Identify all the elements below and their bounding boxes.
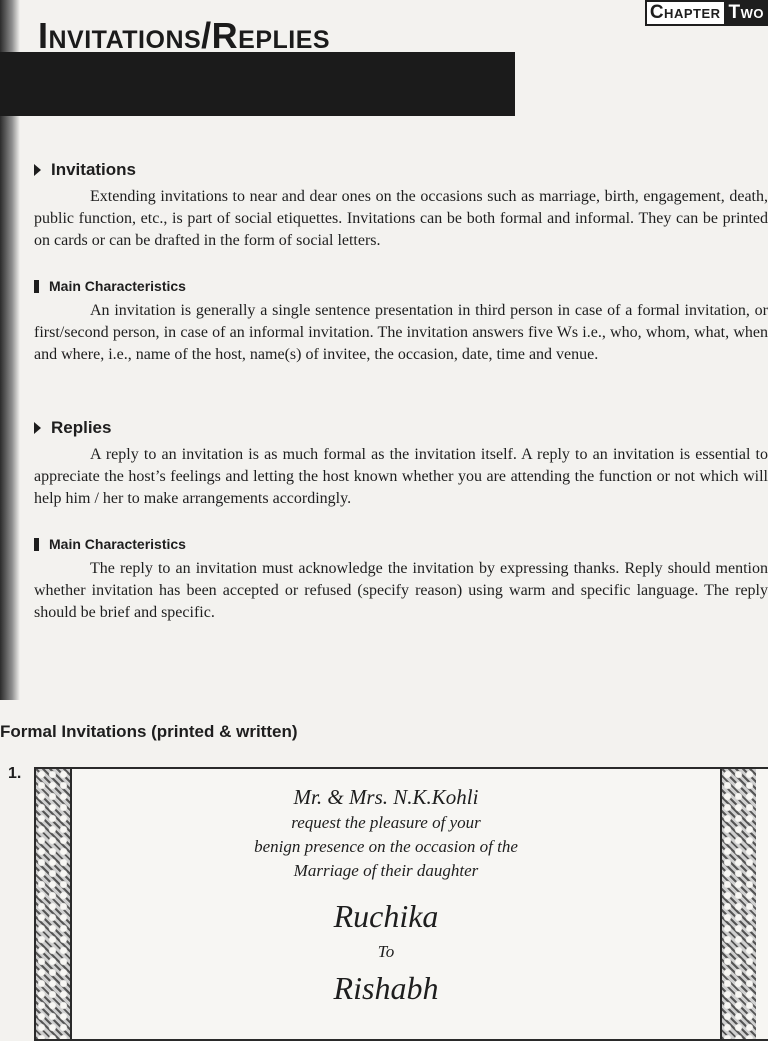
card-line: request the pleasure of your [76, 811, 696, 835]
heading-text: Invitations [51, 160, 136, 180]
bride-name: Ruchika [76, 895, 696, 937]
heading-text: Replies [51, 418, 111, 438]
section-heading [34, 418, 768, 438]
section-heading [34, 536, 768, 552]
section-heading [34, 278, 768, 294]
invitation-card-text [76, 783, 696, 1009]
triangle-bullet-icon [34, 422, 41, 434]
section-main-characteristics-reply [34, 536, 768, 624]
section-paragraph: An invitation is generally a single sentence presentation in third person in case of a formal invitation, or first/second person, in case of an informal invitation. The invitation answers five Ws i.e., who, whom, what, when and where, i.e., name of the host, name(s) of invitee, the occasion, date, time and venue. [34, 300, 768, 366]
bar-bullet-icon [34, 538, 39, 551]
bar-bullet-icon [34, 280, 39, 293]
title-band [0, 52, 515, 116]
section-paragraph: Extending invitations to near and dear ones on the occasions such as marriage, birth, engagement, death, public function, etc., is part of social etiquettes. Invitations can be both formal and informal. They can be printed on cards or can be drafted in the form of social letters. [34, 186, 768, 252]
page-title: Invitations/Replies [38, 16, 330, 56]
section-replies [34, 418, 768, 510]
item-number: 1. [8, 765, 21, 783]
chapter-tag [645, 0, 768, 26]
heading-text: Main Characteristics [49, 278, 186, 294]
section-invitations [34, 160, 768, 252]
chapter-number: Two [726, 0, 768, 26]
section-paragraph: The reply to an invitation must acknowledge the invitation by expressing thanks. Reply should mention whether invitation has been accepted or refused (specify reason) using warm and specific language. The reply should be brief and specific. [34, 558, 768, 624]
groom-name: Rishabh [76, 967, 696, 1009]
decorative-border-right [720, 769, 756, 1039]
triangle-bullet-icon [34, 164, 41, 176]
card-line: Marriage of their daughter [76, 859, 696, 883]
invitation-card [34, 767, 768, 1041]
chapter-word: Chapter [645, 0, 726, 26]
card-host: Mr. & Mrs. N.K.Kohli [76, 783, 696, 811]
formal-invitations-heading: Formal Invitations (printed & written) [0, 722, 298, 742]
card-line: benign presence on the occasion of the [76, 835, 696, 859]
decorative-border-left [36, 769, 72, 1039]
card-to: To [76, 937, 696, 967]
section-paragraph: A reply to an invitation is as much formal as the invitation itself. A reply to an invitation is essential to appreciate the host’s feelings and letting the host known whether you are attending the function or not which will help him / her to make arrangements accordingly. [34, 444, 768, 510]
heading-text: Main Characteristics [49, 536, 186, 552]
section-main-characteristics-invitation [34, 278, 768, 366]
section-heading [34, 160, 768, 180]
